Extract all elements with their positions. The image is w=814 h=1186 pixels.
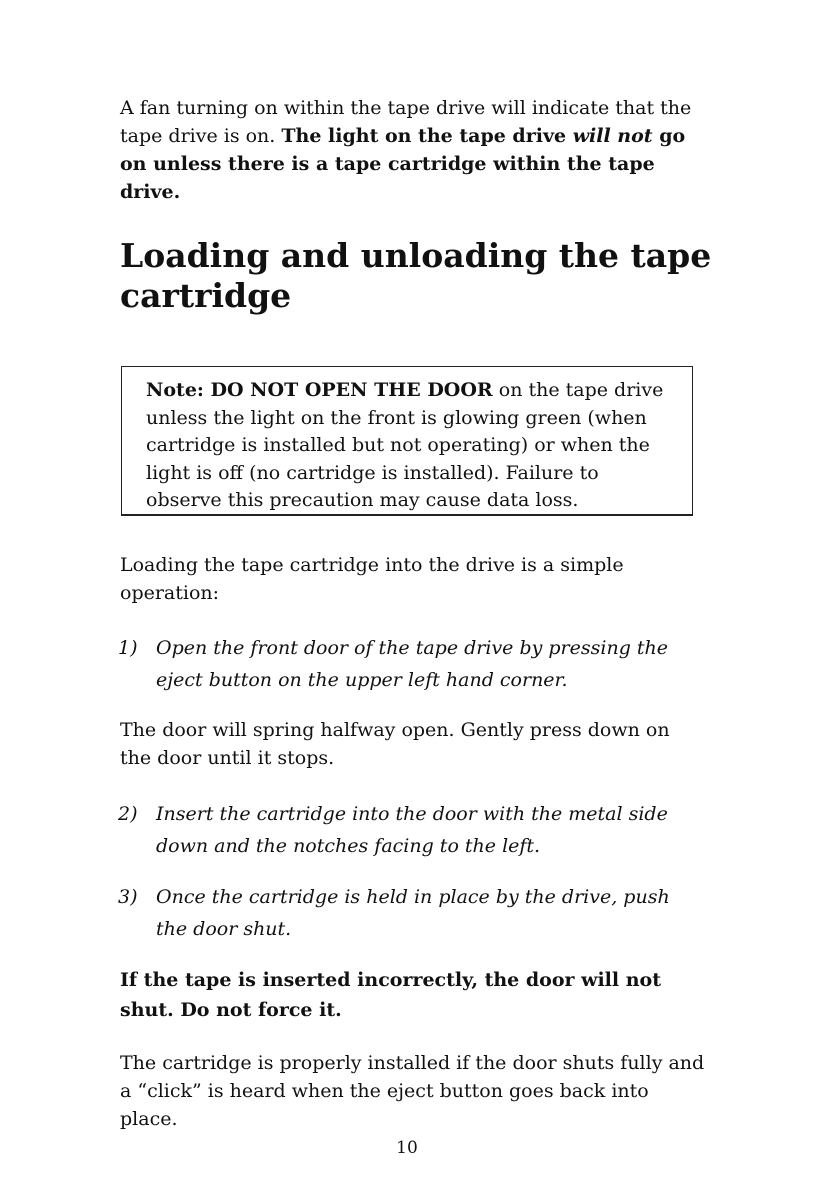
door-paragraph: The door will spring halfway open. Gently press down on the door until it stops. [120, 719, 670, 769]
note-label: Note: DO NOT OPEN THE DOOR [146, 379, 493, 401]
step-text: Insert the cartridge into the door with the metal side down and the notches facing to the left. [156, 803, 668, 857]
intro-paragraph [120, 94, 700, 206]
step-number: 2) [118, 803, 138, 825]
step-text: Once the cartridge is held in place by the drive, push the door shut. [156, 886, 670, 940]
note-box [121, 366, 693, 516]
closing-paragraph: The cartridge is properly installed if the door shuts fully and a “click” is heard when the eject button goes back into place. [120, 1052, 705, 1130]
page-number: 10 [396, 1138, 418, 1158]
warning-paragraph: If the tape is inserted incorrectly, the door will not shut. Do not force it. [120, 969, 661, 1021]
intro-bold-2: go on unless there is a tape cartridge within the tape drive. [120, 125, 686, 203]
step-number: 3) [118, 886, 138, 908]
step-number: 1) [118, 637, 138, 659]
section-heading: Loading and unloading the tape cartridge [120, 236, 712, 315]
intro-bold-1: The light on the tape drive [281, 125, 573, 147]
note-body: on the tape drive unless the light on the front is glowing green (when cartridge is installed but not operating) or when the light is off (no cartridge is installed). Failure to observe this precaution may cause data loss. [146, 379, 664, 511]
loading-intro-paragraph: Loading the tape cartridge into the drive is a simple operation: [120, 554, 624, 604]
step-text: Open the front door of the tape drive by pressing the eject button on the upper left hand corner. [156, 637, 669, 691]
intro-plain: A fan turning on within the tape drive will indicate that the tape drive is on. [120, 97, 692, 147]
intro-emphasis: will not [572, 125, 653, 147]
note-text [146, 377, 676, 515]
